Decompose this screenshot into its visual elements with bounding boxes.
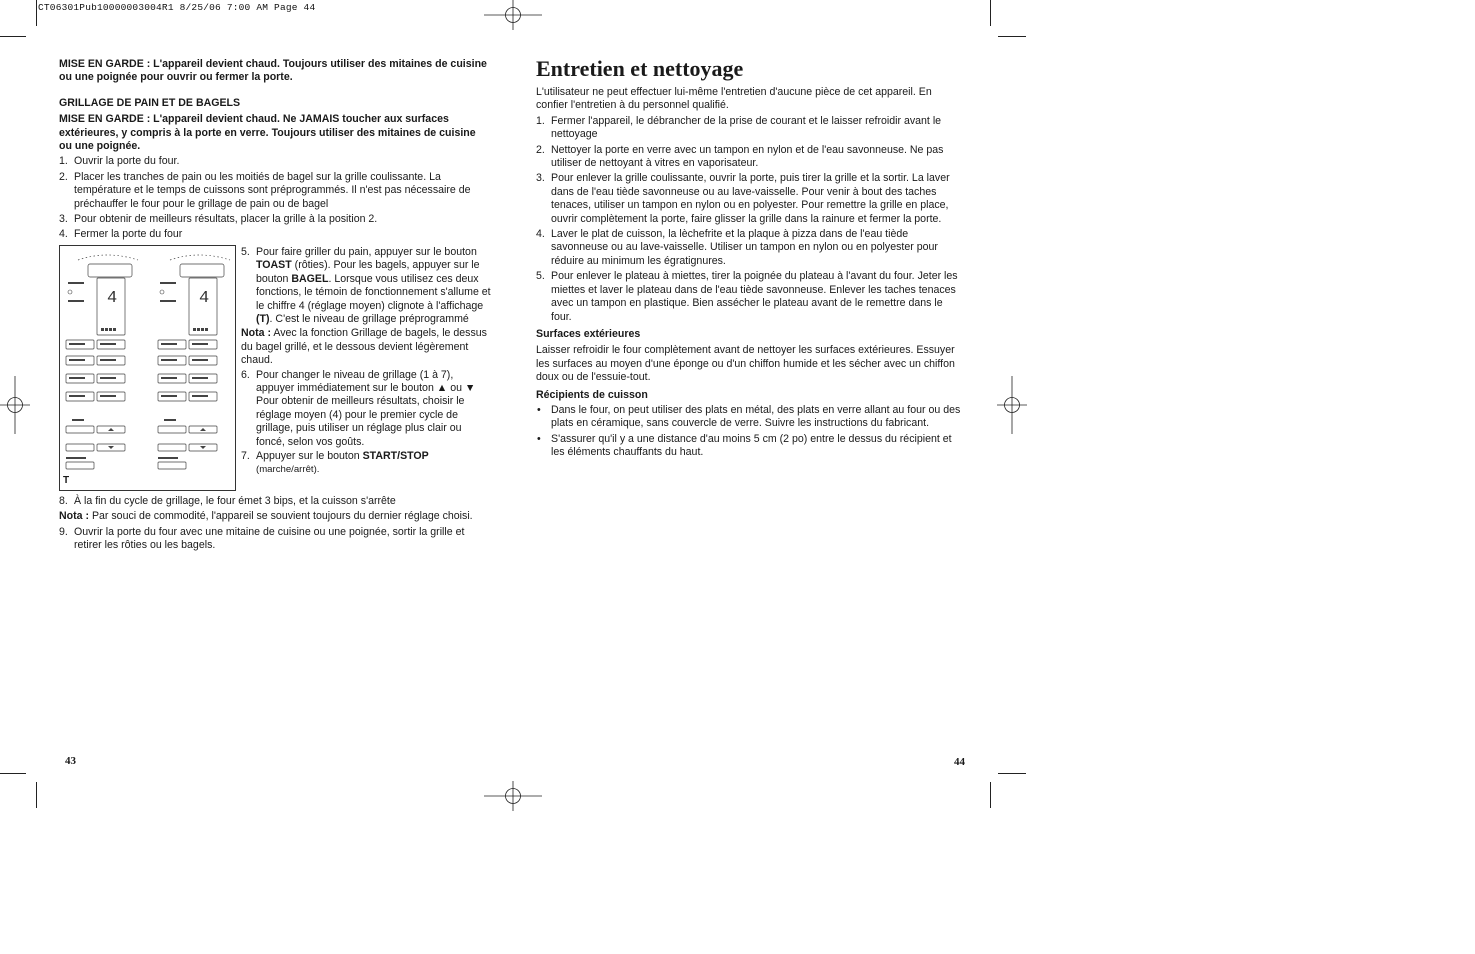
registration-mark-top xyxy=(484,0,542,30)
toast-steps-final xyxy=(59,526,491,553)
toast-steps-list xyxy=(59,155,491,241)
figure-label: T xyxy=(63,475,70,487)
page-number-right: 44 xyxy=(954,756,965,768)
left-page xyxy=(59,58,491,555)
display-digit-right: 4 xyxy=(199,288,210,308)
note-bagel: Nota : Avec la fonction Grillage de bagels, le dessus du bagel grillé, et le dessous devient légèrement chaud. xyxy=(241,327,487,367)
control-panel-illustration xyxy=(60,246,235,478)
list-item: 9. Ouvrir la porte du four avec une mitaine de cuisine ou une poignée, sortir la grille et retirer les rôties ou les bagels. xyxy=(59,525,465,552)
figure-row xyxy=(59,245,491,493)
list-item: 6. Pour changer le niveau de grillage (1 à 7), appuyer immédiatement sur le bouton ▲ ou ▼ Pour obtenir de meilleurs résultats, choisir le réglage moyen (4) pour le premier cycle de grillage, puis utiliser un réglage plus clair ou foncé, selon vos goûts. xyxy=(241,368,476,448)
list-item: 8. À la fin du cycle de grillage, le four émet 3 bips, et la cuisson s'arrête xyxy=(59,494,396,507)
warning-heat: MISE EN GARDE : L'appareil devient chaud. Toujours utiliser des mitaines de cuisine ou une poignée pour ouvrir ou fermer la porte. xyxy=(59,58,487,84)
list-item: 4. Laver le plat de cuisson, la lèchefrite et la plaque à pizza dans de l'eau tiède savonneuse ou au lave-vaisselle. Utiliser un tampon en nylon ou en polyester pour réduire au minimum les égratignures. xyxy=(536,228,938,267)
figure-steps xyxy=(241,245,491,478)
list-item: • S'assurer qu'il y a une distance d'au moins 5 cm (2 po) entre le dessus du récipient et les éléments chauffants du haut. xyxy=(537,432,952,459)
exterior-heading: Surfaces extérieures xyxy=(536,327,641,340)
crop-mark xyxy=(990,0,991,26)
list-item: 1. Fermer l'appareil, le débrancher de la prise de courant et le laisser refroidir avant le nettoyage xyxy=(536,114,942,141)
list-item: 7. Appuyer sur le bouton START/STOP (marche/arrêt). xyxy=(241,449,429,476)
note-memory: Nota : Par souci de commodité, l'appareil se souvient toujours du dernier réglage choisi. xyxy=(59,510,473,523)
page-title: Entretien et nettoyage xyxy=(536,56,744,81)
list-item: 5. Pour faire griller du pain, appuyer sur le bouton TOAST (rôties). Pour les bagels, appuyer sur le bouton BAGEL. Lorsque vous utilisez ces deux fonctions, le témoin de fonctionnement s'allume et le chiffre 4 (réglage moyen) clignote à l'affichage (T). C'est le niveau de grillage préprogrammé xyxy=(241,245,491,325)
cleaning-steps-list xyxy=(536,115,964,324)
list-item: 4. Fermer la porte du four xyxy=(59,228,183,241)
list-item: • Dans le four, on peut utiliser des plats en métal, des plats en verre allant au four ou des plats en céramique, sans couvercle de verre. Suivre les instructions du fabricant. xyxy=(537,403,961,430)
crop-mark xyxy=(36,0,37,26)
list-item: 5. Pour enlever le plateau à miettes, tirer la poignée du plateau à l'avant du four. Jeter les miettes et laver le plateau dans de l'eau tiède savonneuse. Enlever les taches tenaces avec un tampon en plastique. Bien assécher le plateau avant de le remettre dans le four. xyxy=(536,270,958,323)
registration-mark-left xyxy=(0,376,30,434)
containers-heading: Récipients de cuisson xyxy=(536,388,648,401)
exterior-text: Laisser refroidir le four complètement avant de nettoyer les surfaces extérieures. Essuyer les surfaces au moyen d'une éponge ou d'un chiffon humide et les sécher avec un chiffon doux ou de l'essuie-tout. xyxy=(536,344,955,384)
crop-mark xyxy=(36,782,37,808)
list-item: 2. Placer les tranches de pain ou les moitiés de bagel sur la grille coulissante. La température et le temps de cuissons sont préprogrammés. Il n'est pas nécessaire de préchauffer le four pour le grillage de pain ou de bagel xyxy=(59,170,471,210)
list-item: 1. Ouvrir la porte du four. xyxy=(59,155,180,168)
containers-list xyxy=(536,404,964,460)
crop-mark xyxy=(998,36,1026,37)
toast-steps-end xyxy=(59,495,491,508)
list-item: 3. Pour enlever la grille coulissante, ouvrir la porte, puis tirer la grille et la sortir. La laver dans de l'eau tiède savonneuse ou au lave-vaisselle. Pour venir à bout des taches tenaces, utiliser un tampon en nylon ou en polyester. Pour remettre la grille en place, ouvrir complètement la porte, faire glisser la grille dans la rainure et fermer la porte. xyxy=(536,172,950,225)
print-slug: CT06301Pub10000003004R1 8/25/06 7:00 AM Page 44 xyxy=(38,2,316,13)
list-item: 3. Pour obtenir de meilleurs résultats, placer la grille à la position 2. xyxy=(59,213,378,226)
list-item: 2. Nettoyer la porte en verre avec un tampon en nylon et de l'eau savonneuse. Ne pas utiliser de nettoyant à vitres en vaporisateur. xyxy=(536,143,944,170)
right-page xyxy=(536,56,964,462)
intro-text: L'utilisateur ne peut effectuer lui-même l'entretien d'aucune pièce de cet appareil. En confier l'entretien à du personnel qualifié. xyxy=(536,86,932,112)
page-number-left: 43 xyxy=(65,755,76,767)
warning-surfaces: MISE EN GARDE : L'appareil devient chaud. Ne JAMAIS toucher aux surfaces extérieures, y compris à la porte en verre. Toujours utiliser des mitaines de cuisine ou une poignée. xyxy=(59,113,476,153)
registration-mark-bottom xyxy=(484,781,542,811)
display-digit-left: 4 xyxy=(107,288,118,308)
crop-mark xyxy=(990,782,991,808)
crop-mark xyxy=(0,773,26,774)
control-panel-figure xyxy=(59,245,236,491)
crop-mark xyxy=(0,36,26,37)
section-title: GRILLAGE DE PAIN ET DE BAGELS xyxy=(59,96,241,109)
crop-mark xyxy=(998,773,1026,774)
registration-mark-right xyxy=(997,376,1027,434)
